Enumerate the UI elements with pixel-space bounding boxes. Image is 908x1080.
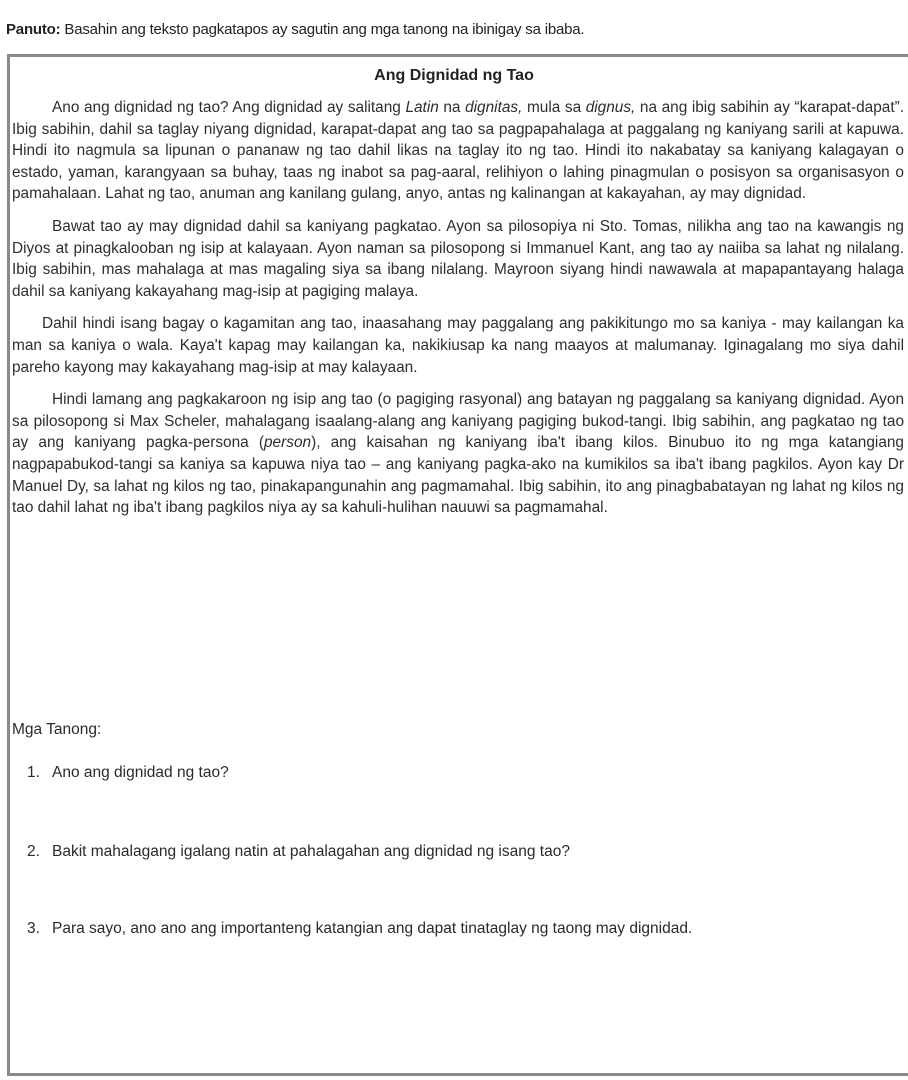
- question-text: Bakit mahalagang igalang natin at pahalagahan ang dignidad ng isang tao?: [52, 843, 570, 860]
- instruction-label: Panuto:: [6, 21, 61, 38]
- instruction-text: Basahin ang teksto pagkatapos ay sagutin ang mga tanong na ibinigay sa ibaba.: [60, 21, 585, 38]
- question-2: [27, 843, 570, 861]
- paragraph-1-text-a: Ano ang dignidad ng tao? Ang dignidad ay salitang: [52, 99, 406, 116]
- question-number: 1.: [27, 764, 40, 781]
- question-text: Para sayo, ano ano ang importanteng katangian ang dapat tinataglay ng taong may dignidad.: [52, 920, 693, 937]
- question-3: [27, 920, 692, 938]
- paragraph-4-text-b: ), ang kaisahan ng kaniyang iba't ibang kilos. Binubuo ito ng mga katangiang nagpapabukod-tangi sa kaniya sa kapuwa niya tao – ang kaniyang pagka-ako na kumikilos sa iba't ibang pagkilos. Ayon kay Dr Manuel Dy, sa lahat ng kilos ng tao, pinakapangunahin ang pagmamahal. Ibig sabihin, ito ang pinagbabatayan ng lahat ng kilos ng tao dahil lahat ng iba't ibang pagkilos niya ay sa kahuli-hulihan nauuwi sa pagmamahal.: [12, 434, 904, 517]
- clipped-previous-line: [0, 0, 908, 4]
- question-text: Ano ang dignidad ng tao?: [52, 764, 229, 781]
- dignus-term: dignus,: [585, 99, 636, 116]
- latin-term: Latin: [405, 99, 439, 116]
- paragraph-4-text-a: Hindi lamang ang pagkakaroon ng isip ang tao (o pagiging rasyonal) ang batayan ng paggalang sa kaniyang dignidad. Ayon sa pilosopong si Max Scheler, mahalagang isaalang-alang ang kaniyang pagiging bukod-tangi. Ibig sabihin, ang pagkatao ng tao ay ang kaniyang pagka-persona (: [12, 391, 904, 452]
- dignitas-term: dignitas,: [465, 99, 523, 116]
- passage-title: Ang Dignidad ng Tao: [374, 67, 534, 84]
- question-number: 2.: [27, 843, 40, 860]
- paragraph-4: [12, 389, 904, 519]
- question-1: [27, 764, 229, 782]
- paragraph-1: [12, 97, 904, 205]
- person-term: person: [264, 434, 312, 452]
- paragraph-1-text-c: mula sa: [522, 99, 586, 116]
- paragraph-1-text-b: na: [438, 99, 466, 116]
- questions-label: Mga Tanong:: [12, 721, 102, 738]
- paragraph-2: Bawat tao ay may dignidad dahil sa kaniyang pagkatao. Ayon sa pilosopiya ni Sto. Tomas, nilikha ang tao na kawangis ng Diyos at pinagkalooban ng isip at kalayaan. Ayon naman sa pilosopong si Immanuel Kant, ang tao ay naiiba sa lahat ng nilalang. Ibig sabihin, mas mahalaga at mas magaling siya sa ibang nilalang. Mayroon siyang hindi nawawala at mapapantayang halaga dahil sa kaniyang kakayahang mag-isip at pagiging malaya.: [12, 217, 904, 300]
- question-number: 3.: [27, 920, 40, 937]
- paragraph-3: Dahil hindi isang bagay o kagamitan ang tao, inaasahang may paggalang ang pakikitungo mo sa kaniya - may kailangan ka man sa kaniya o wala. Kaya't kapag may kailangan ka, nakikiusap ka nang maayos at malumanay. Iginagalang mo siya dahil pareho kayong may kakayahang mag-isip at may kalayaan.: [12, 315, 904, 376]
- passage-body: [12, 97, 904, 530]
- paragraph-1-text-d: na ang ibig sabihin ay “karapat-dapat”. Ibig sabihin, dahil sa taglay niyang dignidad, karapat-dapat ang tao sa pagpapahalaga at paggalang ng kaniyang sarili at kapuwa. Hindi ito nagmula sa lipunan o pananaw ng tao dahil likas na taglay ito ng tao. Hindi ito nakabatay sa kaniyang kalagayan o estado, yaman, karangyaan sa buhay, taas ng inabot sa pag-aaral, relihiyon o lahing pinagmulan o posisyon sa organisasyon o pamahalaan. Lahat ng tao, anuman ang kanilang gulang, anyo, antas ng kalinangan at kakayahan, ay may dignidad.: [12, 99, 904, 203]
- instruction: [6, 21, 584, 38]
